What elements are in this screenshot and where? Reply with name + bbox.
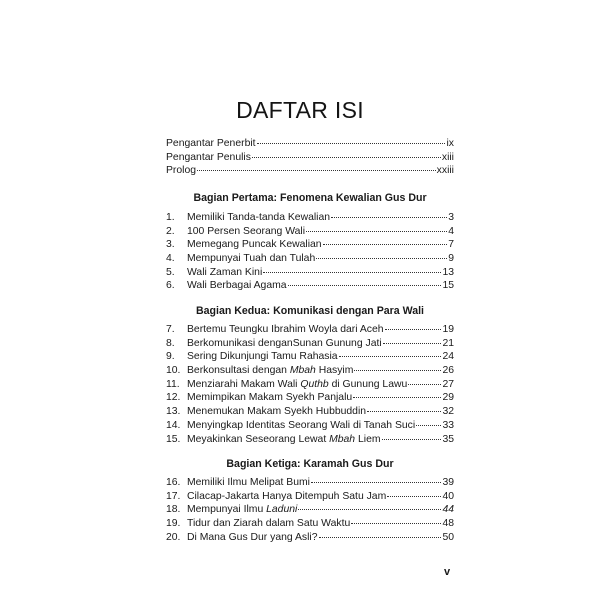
front-matter-list [166,137,454,178]
toc-entry [166,225,454,239]
toc-entry-title-part: Liem [355,433,381,445]
page-title: DAFTAR ISI [236,97,364,123]
toc-entry-title-part: Memiliki Tanda-tanda Kewalian [187,212,331,223]
toc-entry-title [187,419,415,433]
toc-entry-title-part: 100 Persen Seorang Wali [187,225,306,237]
section-heading: Bagian Kedua: Komunikasi dengan Para Wali [195,305,424,317]
toc-entry-title-part: Meyakinkan Seseorang Lewat [187,433,330,445]
section-heading: Bagian Ketiga: Karamah Gus Dur [226,458,394,470]
dot-leader [351,523,441,524]
toc-entry-title-part: Wali Berbagai Agama [187,280,287,292]
dot-leader [323,244,448,245]
toc-entry-title-part: Memimpikan Makam Syekh Panjalu [187,392,353,404]
toc-entry-title-part: Bertemu Teungku Ibrahim Woyla dari Aceh [187,324,384,335]
toc-entry [166,490,454,504]
toc-entry [166,337,454,351]
toc-entry [166,279,454,293]
dot-leader [288,285,442,286]
dot-leader [331,217,447,218]
dot-leader [311,482,441,483]
toc-entry-number: 11. [166,378,180,390]
dot-leader [367,411,441,412]
dot-leader [383,343,442,344]
toc-entry-page: 15 [442,280,454,292]
toc-entry-number: 20. [166,531,181,543]
toc-entry-number: 8. [166,337,175,349]
toc-entry [166,238,454,252]
toc-entry-number: 15. [166,433,181,445]
toc-entry-number: 3. [166,239,175,251]
dot-leader [197,170,436,171]
toc-entry-page: 3 [448,212,454,223]
toc-entry [166,476,454,490]
toc-entry-title [187,476,310,490]
dot-leader [263,272,441,273]
toc-entry-title-part: Menziarahi Makam Wali [187,378,301,390]
toc-entry-title-part: Memiliki Ilmu Melipat Bumi [187,477,310,488]
toc-entry [166,503,454,517]
toc-entry-title-part: Menemukan Makam Syekh Hubbuddin [187,406,367,418]
toc-entry-number: 13. [166,406,181,418]
toc-entry-page: 48 [442,518,454,530]
toc-entry-page: 27 [442,378,454,390]
dot-leader [319,537,442,538]
toc-entry-title: Pengantar Penulis [166,151,251,163]
toc-entry-title [187,323,384,337]
toc-entry [166,378,454,392]
toc-entry-title [187,405,366,419]
toc-entry-number: 12. [166,392,181,404]
toc-entry-number: 16. [166,477,181,488]
toc-entry-page: 44 [442,504,454,516]
toc-entry-page: ix [446,138,454,149]
dot-leader [382,439,442,440]
toc-entry-number: 4. [166,253,175,265]
toc-entry [166,531,454,545]
toc-entry-page: 40 [442,490,454,502]
toc-entry-title [187,517,350,531]
toc-entry-title-part: Cilacap-Jakarta Hanya Ditempuh Satu Jam [187,490,387,502]
toc-entry-number: 6. [166,280,175,292]
toc-entry-page: 33 [442,419,454,431]
toc-entry-title-part: Mbah [329,433,356,445]
toc-entry-title [187,391,352,405]
toc-entry [166,405,454,419]
toc-entry-number: 14. [166,419,181,431]
toc-entry-page: 21 [442,337,454,349]
toc-entry-title [187,364,353,378]
toc-entry [166,364,454,378]
toc-entry-page: 35 [442,433,454,445]
toc-entry-title-part: Sering Dikunjungi Tamu Rahasia [187,351,338,363]
toc-entry-title [187,279,287,293]
toc-entry [166,517,454,531]
toc-entry-number: 7. [166,324,175,335]
toc-entry [166,323,454,337]
toc-entry-page: 9 [448,253,454,265]
toc-entry-title [187,531,318,545]
toc-entry-title [187,337,382,351]
toc-entry-title-part: Berkonsultasi dengan [187,365,290,377]
dot-leader [298,509,441,510]
toc-entry-page: 32 [442,406,454,418]
toc-entry [166,419,454,433]
toc-entry-title-part: Hasyim [315,365,354,377]
toc-entry-page: xxiii [436,165,454,177]
toc-entry-title [187,266,262,280]
toc-entry-title-part: Mempunyai Tuah dan Tulah [187,253,316,265]
toc-entry-page: 4 [448,225,454,237]
section-list [166,323,454,446]
dot-leader [416,425,441,426]
section-list [166,476,454,544]
toc-entry-page: xiii [441,151,454,163]
toc-entry-page: 29 [442,392,454,404]
toc-entry-title-part: Laduni [266,504,298,516]
dot-leader [339,356,442,357]
toc-entry-number: 17. [166,490,181,502]
toc-entry-title [187,225,305,239]
toc-entry-title-part: Berkomunikasi denganSunan Gunung Jati [187,337,382,349]
toc-entry-page: 50 [442,531,454,543]
dot-leader [316,258,447,259]
toc-entry-title [187,490,386,504]
toc-entry-number: 18. [166,504,181,516]
toc-entry-page: 39 [442,477,454,488]
toc-entry-title: Pengantar Penerbit [166,138,256,149]
dot-leader [408,384,441,385]
dot-leader [252,157,441,158]
dot-leader [353,397,441,398]
toc-entry-page: 13 [442,266,454,278]
toc-entry-title [187,238,322,252]
toc-entry-title-part: Mbah [289,365,316,377]
toc-entry-title-part: Menyingkap Identitas Seorang Wali di Tanah Suci [187,419,416,431]
toc-entry-title [187,350,338,364]
toc-entry-title-part: Mempunyai Ilmu [187,504,267,516]
toc-entry-number: 19. [166,518,181,530]
toc-entry-page: 19 [442,324,454,335]
toc-entry-number: 5. [166,266,175,278]
toc-entry [166,252,454,266]
section-list [166,211,454,293]
toc-entry [166,433,454,447]
section-heading: Bagian Pertama: Fenomena Kewalian Gus Dur [193,192,427,204]
toc-entry [166,137,454,151]
toc-entry-title-part: Wali Zaman Kini [187,266,263,278]
toc-entry-title-part: Memegang Puncak Kewalian [187,239,322,251]
toc-entry [166,350,454,364]
toc-entry-number: 10. [166,365,181,377]
toc-entry-page: 7 [448,239,454,251]
toc-entry-title [187,503,297,517]
toc-entry-title-part: Di Mana Gus Dur yang Asli? [187,531,318,543]
dot-leader [306,231,447,232]
dot-leader [354,370,441,371]
toc-entry [166,266,454,280]
toc-entry [166,164,454,178]
toc-entry-title-part: Tidur dan Ziarah dalam Satu Waktu [187,518,351,530]
toc-entry [166,151,454,165]
page-number: v [444,566,451,578]
toc-entry-title-part: Quthb [300,378,329,390]
toc-entry-title [187,211,330,225]
toc-entry-number: 9. [166,351,175,363]
toc-entry-number: 2. [166,225,175,237]
toc-entry-title: Prolog [166,165,197,177]
toc-entry-page: 26 [442,365,454,377]
toc-entry-title [187,433,381,447]
toc-entry [166,211,454,225]
toc-entry-page: 24 [442,351,454,363]
toc-entry-title [187,252,315,266]
dot-leader [257,143,446,144]
toc-entry-title-part: di Gunung Lawu [328,378,408,390]
toc-entry [166,391,454,405]
dot-leader [387,496,441,497]
dot-leader [385,329,442,330]
toc-entry-number: 1. [166,212,175,223]
toc-entry-title [187,378,407,392]
